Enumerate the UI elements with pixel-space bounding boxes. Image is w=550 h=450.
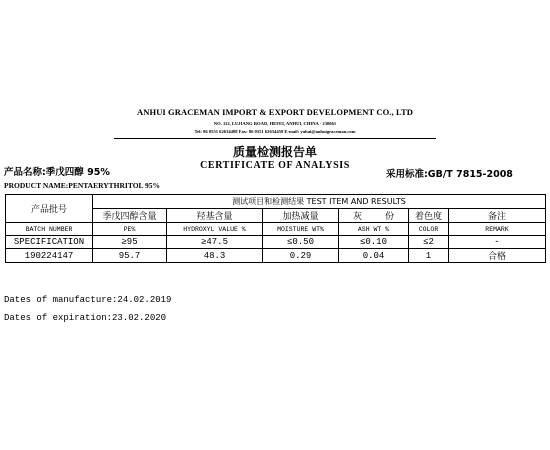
batch-header: 产品批号 <box>6 195 93 223</box>
result-moisture: 0.29 <box>263 249 339 263</box>
result-hydroxyl: 48.3 <box>167 249 263 263</box>
company-address: NO. 112, LUJIANG ROAD, HEFEI, ANHUI, CHINA - 230061 <box>213 121 337 126</box>
result-pe: 95.7 <box>93 249 167 263</box>
result-color: 1 <box>409 249 449 263</box>
column-header-color-en: COLOR <box>409 223 449 236</box>
spec-ash: ≤0.10 <box>339 236 409 249</box>
spec-hydroxyl: ≥47.5 <box>167 236 263 249</box>
applied-standard: 采用标准:GB/T 7815-2008 <box>386 169 513 180</box>
column-header-pe: 季戊四醇含量 <box>93 209 167 223</box>
column-header-remark: 备注 <box>449 209 546 223</box>
analysis-table <box>5 194 546 263</box>
table-header-row <box>6 223 546 236</box>
expiration-date: Dates of expiration:23.02.2020 <box>4 313 167 323</box>
spec-pe: ≥95 <box>93 236 167 249</box>
certificate-title-en: CERTIFICATE OF ANALYSIS <box>200 160 350 171</box>
column-header-moisture-en: MOISTURE WT% <box>263 223 339 236</box>
spec-label: SPECIFICATION <box>6 236 93 249</box>
ash-header-left: 灰 <box>353 212 363 222</box>
column-header-ash-en: ASH WT % <box>339 223 409 236</box>
column-header-remark-en: REMARK <box>449 223 546 236</box>
ash-header-right: 份 <box>384 212 394 222</box>
result-ash: 0.04 <box>339 249 409 263</box>
spec-color: ≤2 <box>409 236 449 249</box>
product-name-cn: 产品名称:季戊四醇 95% <box>4 167 110 178</box>
column-header-moisture: 加热减量 <box>263 209 339 223</box>
table-header-row <box>6 195 546 209</box>
batch-header-en: BATCH NUMBER <box>6 223 93 236</box>
result-batch: 190224147 <box>6 249 93 263</box>
column-header-hydroxyl-en: HYDROXYL VALUE % <box>167 223 263 236</box>
column-header-color: 着色度 <box>409 209 449 223</box>
company-contact: Tel: 86 0551 62634488 Fax: 86 0551 62634458 E-mail: yuhai@anhuigraceman.com <box>194 129 356 134</box>
manufacture-date: Dates of manufacture:24.02.2019 <box>4 295 172 305</box>
product-name-en: PRODUCT NAME:PENTAERYTHRITOL 95% <box>4 181 161 190</box>
column-header-pe-en: PE% <box>93 223 167 236</box>
company-name: ANHUI GRACEMAN IMPORT & EXPORT DEVELOPMENT CO., LTD <box>137 107 413 117</box>
column-header-hydroxyl: 羟基含量 <box>167 209 263 223</box>
letterhead-divider <box>114 138 436 139</box>
column-header-ash <box>339 209 409 223</box>
test-items-header: 测试项目和检测结果 TEST ITEM AND RESULTS <box>93 195 546 209</box>
certificate-title-cn: 质量检测报告单 <box>232 145 317 159</box>
spec-remark: - <box>449 236 546 249</box>
table-row <box>6 249 546 263</box>
result-remark: 合格 <box>449 249 546 263</box>
table-row <box>6 236 546 249</box>
spec-moisture: ≤0.50 <box>263 236 339 249</box>
